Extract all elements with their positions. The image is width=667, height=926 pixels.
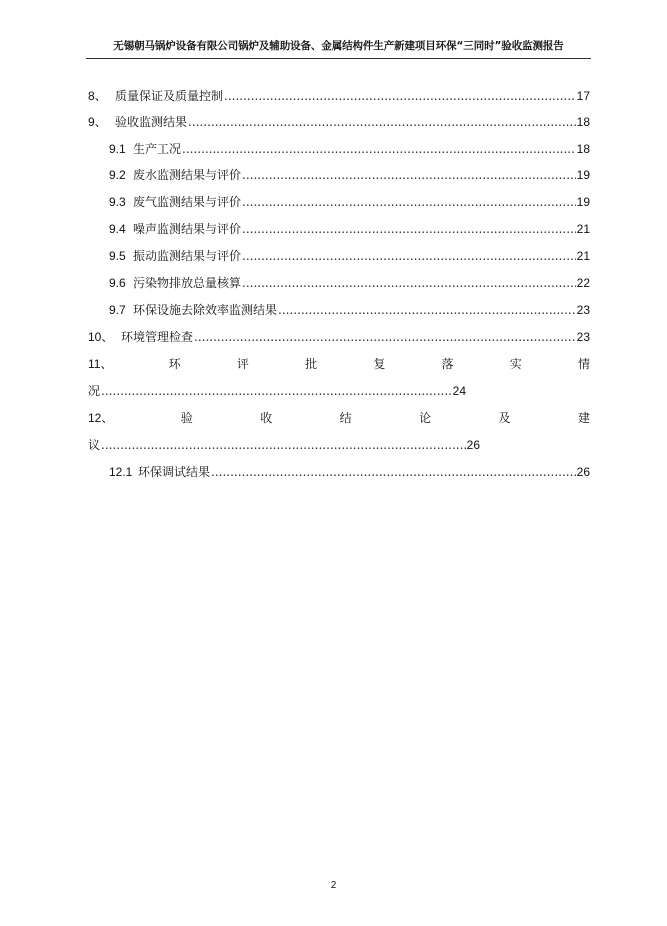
toc-leader bbox=[224, 88, 576, 104]
toc-char: 复 bbox=[373, 357, 386, 371]
toc-entry-number: 9、 bbox=[88, 115, 107, 129]
toc-entry[interactable] bbox=[88, 114, 590, 130]
toc-entry-page: 21 bbox=[576, 249, 590, 263]
toc-entry-number: 9.5 bbox=[109, 249, 126, 263]
toc-entry-page: 23 bbox=[576, 303, 590, 317]
toc-entry-number: 12、 bbox=[88, 411, 114, 425]
toc-entry-12-line2[interactable] bbox=[88, 437, 480, 453]
toc-leader bbox=[211, 464, 576, 480]
toc-leader bbox=[242, 167, 576, 183]
toc-entry-page: 24 bbox=[452, 384, 466, 398]
toc-entry-page: 21 bbox=[576, 222, 590, 236]
toc-leader bbox=[242, 194, 576, 210]
toc-entry-title: 环境管理检查 bbox=[121, 330, 194, 344]
toc-entry-page: 26 bbox=[466, 438, 480, 452]
toc-entry[interactable] bbox=[88, 329, 590, 345]
running-header: 无锡朝马锅炉设备有限公司锅炉及辅助设备、金属结构件生产新建项目环保“三同时”验收监测报告 bbox=[113, 40, 564, 52]
toc-leader bbox=[278, 302, 576, 318]
toc-char: 建 bbox=[577, 411, 590, 425]
toc-entry-title: 环保调试结果 bbox=[138, 465, 211, 479]
toc-entry-page: 23 bbox=[576, 330, 590, 344]
toc-leader bbox=[101, 383, 452, 399]
toc-entry-number: 9.4 bbox=[109, 222, 126, 236]
toc-entry-title: 废气监测结果与评价 bbox=[133, 195, 242, 209]
toc-entry-title-cont: 况 bbox=[88, 384, 101, 398]
toc-entry-number: 9.1 bbox=[109, 142, 126, 156]
toc-entry-number: 12.1 bbox=[109, 465, 133, 479]
toc-leader bbox=[242, 248, 576, 264]
toc-entry-page: 18 bbox=[576, 115, 590, 129]
header-rule bbox=[86, 58, 591, 59]
toc-char: 结 bbox=[339, 411, 352, 425]
toc-entry[interactable] bbox=[88, 88, 590, 104]
toc-entry-number: 9.7 bbox=[109, 303, 126, 317]
toc-leader bbox=[242, 221, 576, 237]
toc-entry-title: 废水监测结果与评价 bbox=[133, 168, 242, 182]
toc-leader bbox=[242, 275, 576, 291]
toc-entry-12-line1[interactable] bbox=[88, 410, 590, 426]
toc-subentry[interactable] bbox=[109, 464, 590, 480]
toc-char: 情 bbox=[577, 357, 590, 371]
toc-entry-number: 11、 bbox=[88, 357, 113, 371]
toc-leader bbox=[188, 114, 576, 130]
toc-leader bbox=[182, 141, 576, 157]
toc-entry-title: 振动监测结果与评价 bbox=[133, 249, 242, 263]
toc-char: 落 bbox=[441, 357, 454, 371]
toc-subentry[interactable] bbox=[109, 167, 590, 183]
toc-entry-number: 8、 bbox=[88, 89, 107, 103]
toc-char: 收 bbox=[260, 411, 273, 425]
toc-entry-number: 9.2 bbox=[109, 168, 126, 182]
toc-entry-page: 18 bbox=[576, 142, 590, 156]
toc-entry-page: 22 bbox=[576, 276, 590, 290]
toc-entry-11-line1[interactable] bbox=[88, 356, 590, 372]
toc-char: 验 bbox=[180, 411, 193, 425]
toc-entry-title: 验收监测结果 bbox=[115, 115, 188, 129]
toc-leader bbox=[194, 329, 576, 345]
toc-char: 批 bbox=[305, 357, 318, 371]
toc-entry-number: 10、 bbox=[88, 330, 114, 344]
page-number: 2 bbox=[330, 880, 337, 891]
toc-entry-11-line2[interactable] bbox=[88, 383, 466, 399]
toc-entry-title: 生产工况 bbox=[133, 142, 182, 156]
toc-subentry[interactable] bbox=[109, 221, 590, 237]
toc-entry-title: 噪声监测结果与评价 bbox=[133, 222, 242, 236]
toc-subentry[interactable] bbox=[109, 194, 590, 210]
toc-entry-page: 26 bbox=[576, 465, 590, 479]
toc-entry-number: 9.3 bbox=[109, 195, 126, 209]
toc-entry-title: 污染物排放总量核算 bbox=[133, 276, 242, 290]
toc-char: 实 bbox=[509, 357, 522, 371]
toc-entry-page: 17 bbox=[576, 89, 590, 103]
toc-subentry[interactable] bbox=[109, 141, 590, 157]
toc-entry-page: 19 bbox=[576, 195, 590, 209]
toc-char: 及 bbox=[498, 411, 511, 425]
toc-entry-page: 19 bbox=[576, 168, 590, 182]
toc-char: 环 bbox=[168, 357, 181, 371]
toc-entry-title: 质量保证及质量控制 bbox=[115, 89, 224, 103]
toc-char: 评 bbox=[236, 357, 249, 371]
toc-entry-number: 9.6 bbox=[109, 276, 126, 290]
toc-leader bbox=[101, 437, 466, 453]
toc-char: 论 bbox=[419, 411, 432, 425]
toc-entry-title-cont: 议 bbox=[88, 438, 101, 452]
toc-entry-title: 环保设施去除效率监测结果 bbox=[133, 303, 278, 317]
toc-subentry[interactable] bbox=[109, 275, 590, 291]
toc-subentry[interactable] bbox=[109, 302, 590, 318]
toc-subentry[interactable] bbox=[109, 248, 590, 264]
